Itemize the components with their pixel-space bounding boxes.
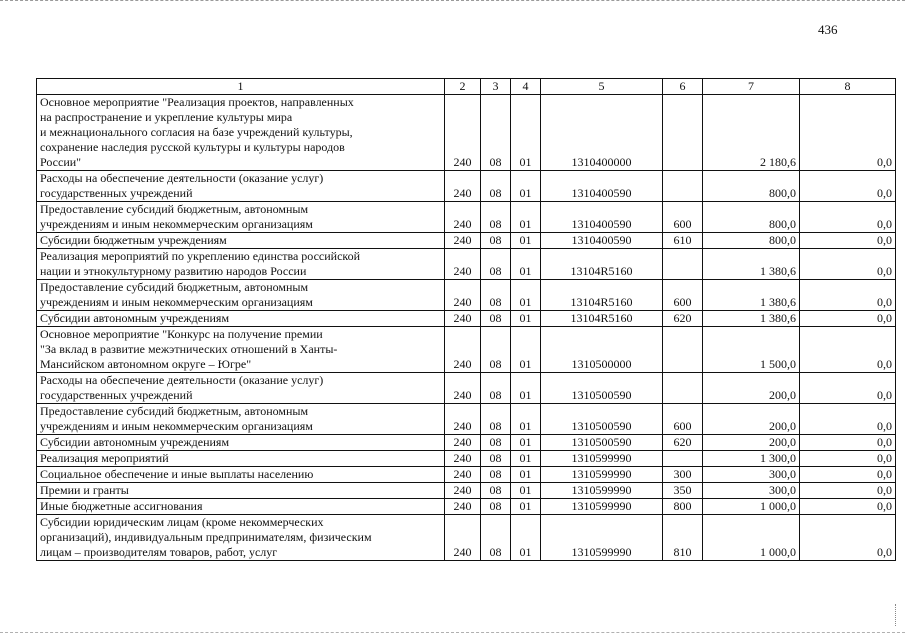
row-amount2-cell: 0,0 (800, 483, 896, 499)
row-subsection-cell: 01 (511, 327, 541, 373)
row-amount2-cell: 0,0 (800, 202, 896, 233)
row-section-cell: 08 (481, 327, 511, 373)
row-name-cell: Субсидии автономным учреждениям (37, 311, 445, 327)
row-section-cell: 08 (481, 280, 511, 311)
row-target-cell: 1310599990 (541, 483, 663, 499)
header-cell-3: 3 (481, 79, 511, 95)
row-subsection-cell: 01 (511, 202, 541, 233)
row-amount-cell: 1 380,6 (703, 249, 800, 280)
row-target-cell: 1310400590 (541, 202, 663, 233)
header-cell-5: 5 (541, 79, 663, 95)
table-row (37, 249, 896, 280)
table-row (37, 404, 896, 435)
row-subsection-cell: 01 (511, 280, 541, 311)
row-name-cell: Предоставление субсидий бюджетным, автономным учреждениям и иным некоммерческим организациям (37, 280, 445, 311)
row-target-cell: 13104R5160 (541, 280, 663, 311)
table-row (37, 311, 896, 327)
row-subsection-cell: 01 (511, 404, 541, 435)
row-name-cell: Социальное обеспечение и иные выплаты населению (37, 467, 445, 483)
table-row (37, 95, 896, 171)
row-subsection-cell: 01 (511, 515, 541, 561)
row-amount2-cell: 0,0 (800, 249, 896, 280)
row-type-cell (663, 327, 703, 373)
row-subsection-cell: 01 (511, 171, 541, 202)
row-code-cell: 240 (445, 171, 481, 202)
row-subsection-cell: 01 (511, 483, 541, 499)
table-row (37, 280, 896, 311)
scan-edge-bottom (0, 632, 905, 635)
row-subsection-cell: 01 (511, 233, 541, 249)
budget-table (36, 78, 896, 561)
row-type-cell (663, 171, 703, 202)
row-name-cell: Предоставление субсидий бюджетным, автономным учреждениям и иным некоммерческим организациям (37, 404, 445, 435)
table-row (37, 327, 896, 373)
row-section-cell: 08 (481, 435, 511, 451)
row-amount-cell: 1 380,6 (703, 311, 800, 327)
row-amount2-cell: 0,0 (800, 233, 896, 249)
row-subsection-cell: 01 (511, 467, 541, 483)
row-code-cell: 240 (445, 435, 481, 451)
row-amount2-cell: 0,0 (800, 95, 896, 171)
row-target-cell: 1310500590 (541, 435, 663, 451)
row-type-cell: 600 (663, 404, 703, 435)
row-subsection-cell: 01 (511, 249, 541, 280)
row-subsection-cell: 01 (511, 435, 541, 451)
row-amount2-cell: 0,0 (800, 451, 896, 467)
header-cell-1: 1 (37, 79, 445, 95)
row-amount2-cell: 0,0 (800, 311, 896, 327)
row-code-cell: 240 (445, 311, 481, 327)
row-target-cell: 1310400590 (541, 233, 663, 249)
row-code-cell: 240 (445, 451, 481, 467)
row-type-cell: 600 (663, 280, 703, 311)
row-name-cell: Расходы на обеспечение деятельности (оказание услуг) государственных учреждений (37, 171, 445, 202)
row-name-cell: Иные бюджетные ассигнования (37, 499, 445, 515)
table-row (37, 467, 896, 483)
row-type-cell (663, 249, 703, 280)
row-name-cell: Премии и гранты (37, 483, 445, 499)
row-target-cell: 1310599990 (541, 499, 663, 515)
row-amount-cell: 300,0 (703, 483, 800, 499)
header-cell-4: 4 (511, 79, 541, 95)
row-section-cell: 08 (481, 233, 511, 249)
row-section-cell: 08 (481, 483, 511, 499)
row-code-cell: 240 (445, 467, 481, 483)
header-cell-7: 7 (703, 79, 800, 95)
scan-edge-top (0, 0, 905, 3)
row-type-cell: 800 (663, 499, 703, 515)
row-target-cell: 13104R5160 (541, 249, 663, 280)
row-name-cell: Основное мероприятие "Конкурс на получение премии "За вклад в развитие межэтнических отношений в Ханты- Мансийском автономном округе – Югре" (37, 327, 445, 373)
row-amount2-cell: 0,0 (800, 171, 896, 202)
row-section-cell: 08 (481, 499, 511, 515)
row-section-cell: 08 (481, 404, 511, 435)
row-amount-cell: 1 300,0 (703, 451, 800, 467)
row-name-cell: Субсидии юридическим лицам (кроме некоммерческих организаций), индивидуальным предпринимателям, физическим лицам – производителям товаров, работ, услуг (37, 515, 445, 561)
row-amount2-cell: 0,0 (800, 499, 896, 515)
row-amount2-cell: 0,0 (800, 404, 896, 435)
row-code-cell: 240 (445, 95, 481, 171)
row-code-cell: 240 (445, 483, 481, 499)
row-target-cell: 1310500590 (541, 373, 663, 404)
row-section-cell: 08 (481, 311, 511, 327)
row-section-cell: 08 (481, 515, 511, 561)
table-row (37, 515, 896, 561)
row-type-cell (663, 451, 703, 467)
row-amount-cell: 800,0 (703, 233, 800, 249)
row-subsection-cell: 01 (511, 311, 541, 327)
row-type-cell: 610 (663, 233, 703, 249)
header-cell-8: 8 (800, 79, 896, 95)
table-row (37, 499, 896, 515)
row-section-cell: 08 (481, 202, 511, 233)
row-name-cell: Расходы на обеспечение деятельности (оказание услуг) государственных учреждений (37, 373, 445, 404)
row-target-cell: 1310400590 (541, 171, 663, 202)
table-row (37, 233, 896, 249)
row-amount-cell: 800,0 (703, 202, 800, 233)
row-amount-cell: 1 000,0 (703, 515, 800, 561)
row-name-cell: Предоставление субсидий бюджетным, автономным учреждениям и иным некоммерческим организациям (37, 202, 445, 233)
row-name-cell: Субсидии автономным учреждениям (37, 435, 445, 451)
row-section-cell: 08 (481, 249, 511, 280)
row-amount-cell: 1 380,6 (703, 280, 800, 311)
row-type-cell: 620 (663, 311, 703, 327)
row-amount2-cell: 0,0 (800, 515, 896, 561)
row-amount2-cell: 0,0 (800, 280, 896, 311)
row-type-cell (663, 95, 703, 171)
row-section-cell: 08 (481, 451, 511, 467)
row-target-cell: 1310599990 (541, 451, 663, 467)
scan-edge-mark (895, 604, 897, 626)
page-number: 436 (818, 22, 838, 37)
table-row (37, 451, 896, 467)
row-type-cell: 620 (663, 435, 703, 451)
row-code-cell: 240 (445, 499, 481, 515)
row-amount-cell: 800,0 (703, 171, 800, 202)
row-code-cell: 240 (445, 373, 481, 404)
row-type-cell: 810 (663, 515, 703, 561)
row-amount-cell: 200,0 (703, 435, 800, 451)
row-section-cell: 08 (481, 373, 511, 404)
row-section-cell: 08 (481, 171, 511, 202)
row-name-cell: Реализация мероприятий по укреплению единства российской нации и этнокультурному развитию народов России (37, 249, 445, 280)
row-target-cell: 13104R5160 (541, 311, 663, 327)
table-row (37, 435, 896, 451)
row-type-cell: 300 (663, 467, 703, 483)
row-code-cell: 240 (445, 202, 481, 233)
row-type-cell (663, 373, 703, 404)
row-amount-cell: 200,0 (703, 404, 800, 435)
row-amount-cell: 1 000,0 (703, 499, 800, 515)
row-target-cell: 1310500590 (541, 404, 663, 435)
row-code-cell: 240 (445, 515, 481, 561)
row-amount-cell: 300,0 (703, 467, 800, 483)
row-target-cell: 1310400000 (541, 95, 663, 171)
table-row (37, 171, 896, 202)
row-target-cell: 1310599990 (541, 467, 663, 483)
row-subsection-cell: 01 (511, 451, 541, 467)
row-subsection-cell: 01 (511, 95, 541, 171)
row-name-cell: Реализация мероприятий (37, 451, 445, 467)
row-name-cell: Основное мероприятие "Реализация проектов, направленных на распространение и укрепление культуры мира и межнационального согласия на базе учреждений культуры, сохранение наследия русской культуры и культуры народов России" (37, 95, 445, 171)
row-target-cell: 1310599990 (541, 515, 663, 561)
table-row (37, 483, 896, 499)
row-type-cell: 600 (663, 202, 703, 233)
row-amount-cell: 2 180,6 (703, 95, 800, 171)
row-code-cell: 240 (445, 404, 481, 435)
row-amount-cell: 1 500,0 (703, 327, 800, 373)
row-subsection-cell: 01 (511, 373, 541, 404)
row-target-cell: 1310500000 (541, 327, 663, 373)
table-header-row (37, 79, 896, 95)
row-amount2-cell: 0,0 (800, 373, 896, 404)
row-code-cell: 240 (445, 327, 481, 373)
row-section-cell: 08 (481, 467, 511, 483)
row-amount2-cell: 0,0 (800, 435, 896, 451)
row-amount2-cell: 0,0 (800, 467, 896, 483)
row-type-cell: 350 (663, 483, 703, 499)
table-row (37, 373, 896, 404)
header-cell-6: 6 (663, 79, 703, 95)
header-cell-2: 2 (445, 79, 481, 95)
row-name-cell: Субсидии бюджетным учреждениям (37, 233, 445, 249)
row-code-cell: 240 (445, 233, 481, 249)
row-amount2-cell: 0,0 (800, 327, 896, 373)
row-subsection-cell: 01 (511, 499, 541, 515)
table-row (37, 202, 896, 233)
row-code-cell: 240 (445, 280, 481, 311)
row-code-cell: 240 (445, 249, 481, 280)
row-amount-cell: 200,0 (703, 373, 800, 404)
row-section-cell: 08 (481, 95, 511, 171)
